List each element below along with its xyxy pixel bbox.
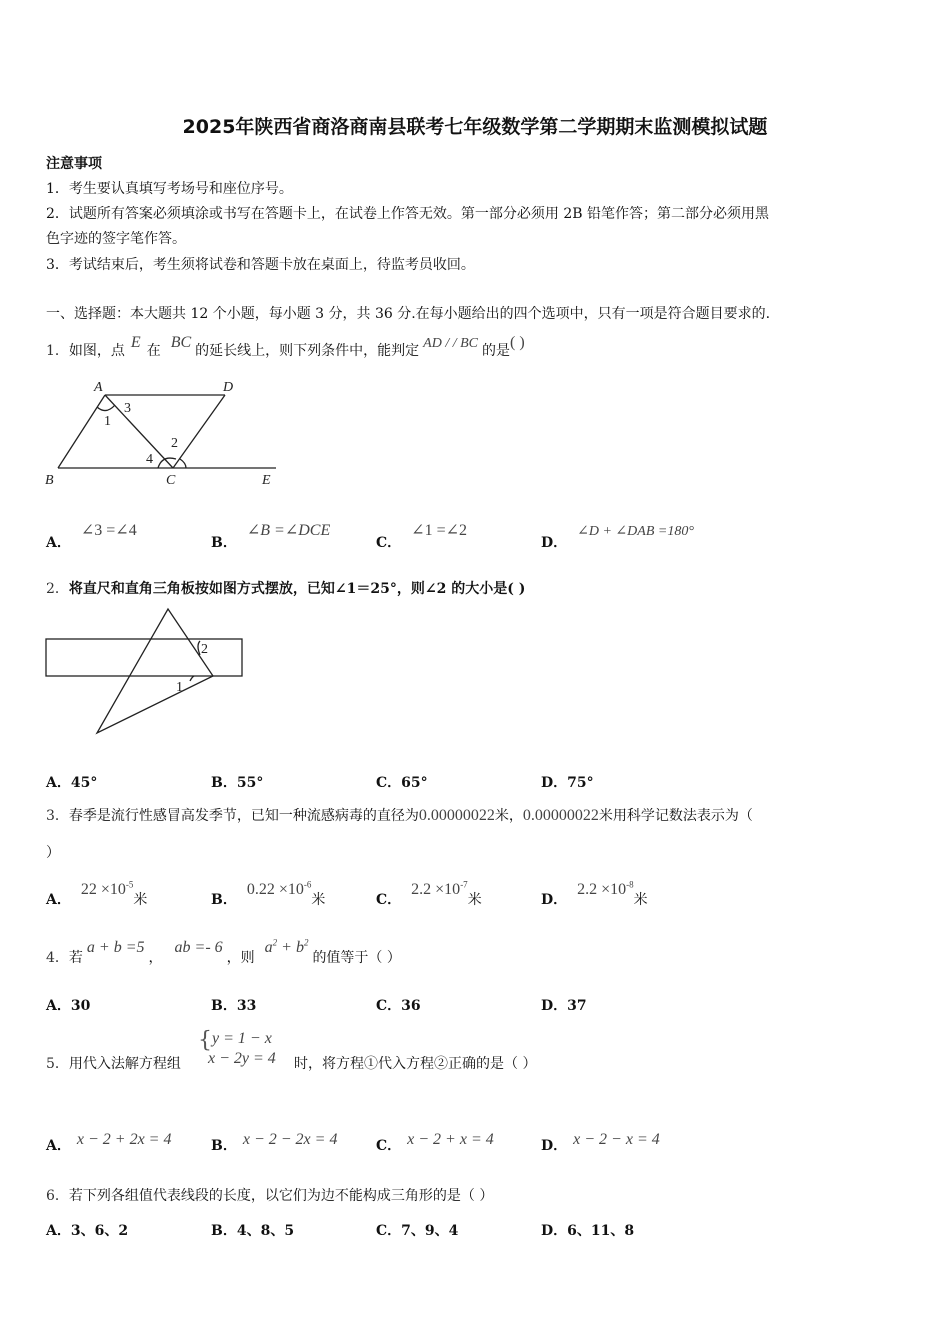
option-b[interactable]: B．$0.22 \times 10^{-6}$米 (211, 879, 326, 908)
option-a[interactable]: A．3、6、2 (46, 1223, 129, 1239)
question-text: 将直尺和直角三角板按如图方式摆放，已知∠1＝25°，则∠2 的大小是( ) (68, 581, 526, 597)
option-a[interactable]: A．$22 \times 10^{-5}$米 (46, 879, 148, 908)
question-text: 春季是流行性感冒高发季节，已知一种流感病毒的直径为 (68, 808, 419, 824)
question-text: 用代入法解方程组 (68, 1056, 181, 1072)
option-b[interactable]: B．55° (211, 775, 264, 791)
notice-item: 色字迹的签字笔作答。 (46, 231, 186, 247)
option-b[interactable]: B．33 (211, 998, 257, 1014)
option-d[interactable]: D．$2.2 \times 10^{-8}$米 (541, 879, 648, 908)
option-c[interactable]: C．$2.2 \times 10^{-7}$米 (376, 879, 482, 908)
question-number: 6． (46, 1188, 69, 1204)
question-4 (46, 937, 401, 967)
question-number: 3． (46, 808, 69, 824)
math-expr: ∠3 =∠4 (80, 522, 137, 539)
question-2 (46, 578, 525, 598)
question-number: 1． (46, 343, 69, 359)
question-text: 在 (146, 343, 161, 359)
math-expr: ∠B =∠DCE (246, 522, 331, 539)
label-a: A (94, 380, 103, 395)
question-text: ，则 (226, 950, 255, 966)
question-number: 2． (46, 581, 69, 597)
question-3 (46, 805, 753, 825)
question-text: 如图，点 (68, 343, 125, 359)
math-expr: E (130, 334, 141, 351)
option-d[interactable]: D．∠D + ∠DAB =180° (541, 524, 694, 551)
math-expr: 0.00000022 (418, 807, 495, 824)
question-text: ， (148, 950, 163, 966)
option-b[interactable]: B．∠B =∠DCE (211, 522, 331, 551)
math-expr: ∠1 =∠2 (411, 522, 467, 539)
label-3: 3 (124, 401, 131, 416)
question-5 (46, 1053, 181, 1073)
math-expr: x − 2 − 2x = 4 (242, 1131, 338, 1148)
label-2: 2 (171, 436, 178, 451)
question-text: 的值等于（ ） (312, 950, 401, 966)
option-c[interactable]: C．∠1 =∠2 (376, 522, 467, 551)
math-expr: x − 2 + 2x = 4 (76, 1131, 172, 1148)
label-e: E (262, 473, 271, 488)
question-text: 米用科学记数法表示为（ (598, 808, 753, 824)
line-ac (105, 395, 173, 468)
question-text: 的延长线上，则下列条件中，能判定 (195, 343, 420, 359)
ruler (46, 639, 242, 676)
notice-heading: 注意事项 (46, 156, 102, 172)
option-a[interactable]: A． x − 2 + 2x = 4 (46, 1131, 172, 1154)
math-expr: BC (170, 334, 192, 351)
line-dc (173, 395, 225, 468)
option-d[interactable]: D．6、11、8 (541, 1223, 635, 1239)
math-expr: AD / / BC (423, 336, 478, 351)
math-expr: x − 2 + x = 4 (407, 1131, 494, 1148)
option-d[interactable]: D．75° (541, 775, 594, 791)
label-b: B (45, 473, 54, 488)
question-text: 若 (68, 950, 83, 966)
question-text: 米， (494, 808, 523, 824)
option-c[interactable]: C．36 (376, 998, 421, 1014)
equation-2: x − 2y = 4 (208, 1050, 276, 1067)
notice-item: 1．考生要认真填写考场号和座位序号。 (46, 181, 293, 197)
math-expr: $a^2 + b^2$ (264, 937, 309, 956)
question-6 (46, 1185, 493, 1205)
option-b[interactable]: B． x − 2 − 2x = 4 (211, 1131, 338, 1154)
math-expr: 0.00000022 (522, 807, 599, 824)
question-text: ） (46, 845, 60, 861)
question-number: 5． (46, 1056, 69, 1072)
math-expr: ∠D + ∠DAB =180° (577, 524, 694, 539)
option-c[interactable]: C．65° (376, 775, 428, 791)
label-1: 1 (176, 680, 183, 695)
question-text: 若下列各组值代表线段的长度，以它们为边不能构成三角形的是（ ） (68, 1188, 494, 1204)
parallelogram-figure (40, 375, 290, 490)
option-d[interactable]: D． x − 2 − x = 4 (541, 1131, 660, 1154)
label-d: D (223, 380, 234, 395)
question-1 (46, 334, 525, 360)
answer-paren: ( ) (510, 334, 525, 351)
page-title: 2025年陕西省商洛商南县联考七年级数学第二学期期末监测模拟试题 (182, 116, 768, 138)
line-ab (58, 395, 105, 468)
label-1: 1 (104, 414, 111, 429)
option-a[interactable]: A．30 (46, 998, 91, 1014)
notice-item: 2．试题所有答案必须填涂或书写在答题卡上，在试卷上作答无效。第一部分必须用 2B 铅笔作答；第二部分必须用黑 (46, 206, 769, 222)
option-b[interactable]: B．4、8、5 (211, 1223, 295, 1239)
math-expr: x − 2 − x = 4 (573, 1131, 660, 1148)
label-2: 2 (201, 642, 208, 657)
option-c[interactable]: C．7、9、4 (376, 1223, 459, 1239)
set-square (97, 609, 213, 733)
label-c: C (166, 473, 176, 488)
ruler-triangle-figure (40, 605, 250, 740)
brace-icon: { (198, 1028, 212, 1053)
equation-1: y = 1 − x (212, 1030, 272, 1047)
section-heading: 一、选择题：本大题共 12 个小题，每小题 3 分，共 36 分.在每小题给出的四个选项中，只有一项是符合题目要求的. (46, 306, 771, 322)
math-expr: ab =- 6 (174, 939, 223, 956)
option-c[interactable]: C． x − 2 + x = 4 (376, 1131, 494, 1154)
question-text: 的是 (482, 343, 510, 359)
option-d[interactable]: D．37 (541, 998, 587, 1014)
notice-item: 3．考试结束后，考生须将试卷和答题卡放在桌面上，待监考员收回。 (46, 257, 475, 273)
option-a[interactable]: A．45° (46, 775, 98, 791)
question-text: 时，将方程①代入方程②正确的是（ ） (294, 1056, 537, 1072)
label-4: 4 (146, 452, 153, 467)
option-a[interactable]: A．∠3 =∠4 (46, 522, 137, 551)
question-number: 4． (46, 950, 69, 966)
math-expr: a + b =5 (86, 939, 145, 956)
